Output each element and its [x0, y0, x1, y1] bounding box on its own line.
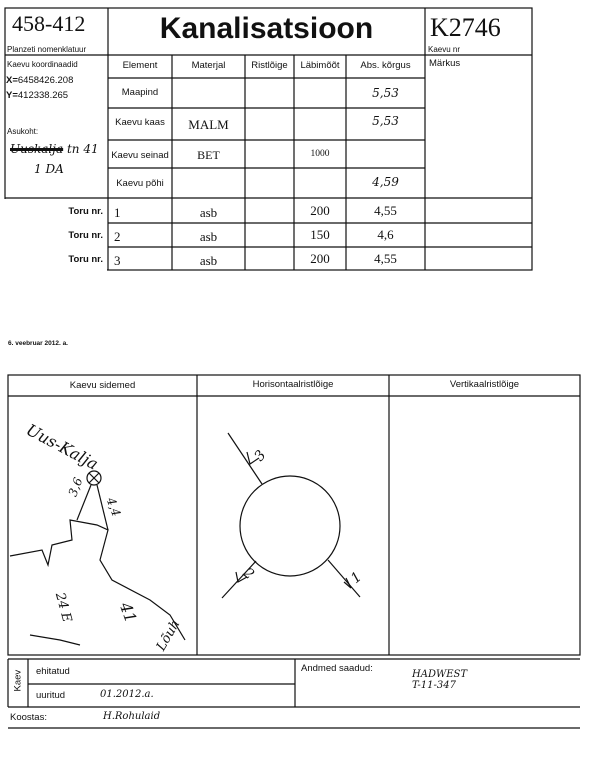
page-title: Kanalisatsioon: [159, 12, 374, 45]
author-label: Koostas:: [10, 712, 47, 723]
sketch-street2: Lõuh: [153, 617, 184, 654]
pipe-3-diameter: 200: [310, 251, 330, 266]
building-outline: [10, 520, 185, 640]
section-connections-title: Kaevu sidemed: [69, 380, 136, 391]
pipe-2-label: Toru nr.: [68, 230, 103, 241]
pipe-3-height: 4,55: [374, 251, 397, 266]
well-circle: [240, 476, 340, 576]
updated-label: uuritud: [36, 690, 66, 701]
pipe-2-diameter: 150: [310, 227, 330, 242]
sketch-dist-left: 3,6: [65, 475, 86, 499]
pipe-1-material: asb: [199, 205, 218, 220]
header-cross: Ristlõige: [251, 60, 288, 71]
source-company: HADWEST: [412, 669, 468, 680]
pipe-1-diameter: 200: [310, 203, 330, 218]
row-lid-element: Kaevu kaas: [115, 117, 165, 128]
source-ref: T-11-347: [412, 680, 456, 691]
pipe-2-height: 4,6: [377, 227, 394, 242]
row-maapind-height: 5,53: [372, 86, 399, 100]
connections-sketch: [10, 471, 185, 645]
header-height: Abs. kõrgus: [360, 60, 411, 71]
x-coordinate: X=6458426.208: [6, 75, 74, 86]
location-line2: 1 DA: [34, 162, 64, 176]
row-maapind-element: Maapind: [121, 87, 159, 98]
sketch-building-side: 24 E: [51, 590, 75, 625]
row-lid-height: 5,53: [372, 114, 399, 128]
pipe-2-number: 2: [114, 229, 121, 244]
masked-street: Uuskalja: [10, 142, 64, 156]
pipe-3-material: asb: [199, 253, 218, 268]
row-lid-material: MALM: [188, 117, 229, 132]
sketch-street-name: Uus-Kalja: [23, 420, 102, 474]
y-coordinate: Y=412338.265: [6, 90, 69, 101]
sheet-code: 458-412: [12, 11, 86, 36]
pipe-3-number: 3: [114, 253, 121, 268]
source-label: Andmed saadud:: [301, 663, 373, 674]
pipe-label-3: 3: [251, 447, 270, 465]
pipe-1-number: 1: [114, 205, 121, 220]
pipe-1-height: 4,55: [374, 203, 397, 218]
location-caption: Asukoht:: [7, 127, 39, 136]
updated-value: 01.2012.a.: [100, 689, 154, 700]
row-walls-material: BET: [197, 148, 220, 162]
pipe-label-2: 2: [239, 565, 258, 583]
coords-caption: Kaevu koordinaadid: [7, 60, 78, 69]
sketch-dist-right: 4,4: [103, 495, 124, 519]
header-diameter: Läbimõõt: [300, 60, 340, 71]
sketch-building-number: 41: [115, 599, 141, 626]
pipe-1-label: Toru nr.: [68, 206, 103, 217]
author-value: H.Rohulaid: [103, 711, 161, 722]
row-walls-diameter: 1000: [310, 149, 330, 159]
pipe-2-material: asb: [199, 229, 218, 244]
sections-frame: [8, 375, 580, 655]
sheet-code-caption: Planzeti nomenklatuur: [7, 45, 87, 54]
row-bottom-height: 4,59: [372, 175, 399, 189]
well-id-caption: Kaevu nr: [428, 45, 461, 54]
header-material: Materjal: [191, 60, 226, 71]
date-line: 6. veebruar 2012. a.: [8, 340, 68, 347]
row-bottom-element: Kaevu põhi: [116, 178, 164, 189]
row-walls-element: Kaevu seinad: [111, 150, 169, 161]
header-remarks: Märkus: [429, 58, 461, 69]
pipe-3-label: Toru nr.: [68, 254, 103, 265]
section-vertical-title: Vertikaalristlõige: [449, 379, 520, 390]
kaev-label: Kaev: [12, 669, 24, 692]
header-element: Element: [122, 60, 158, 71]
location-address: Uuskalja tn 41: [10, 142, 99, 156]
section-horizontal-title: Horisontaalristlõige: [252, 379, 334, 390]
built-label: ehitatud: [36, 666, 70, 677]
pipe-label-1: 1: [347, 569, 366, 587]
well-id: K2746: [430, 13, 501, 42]
